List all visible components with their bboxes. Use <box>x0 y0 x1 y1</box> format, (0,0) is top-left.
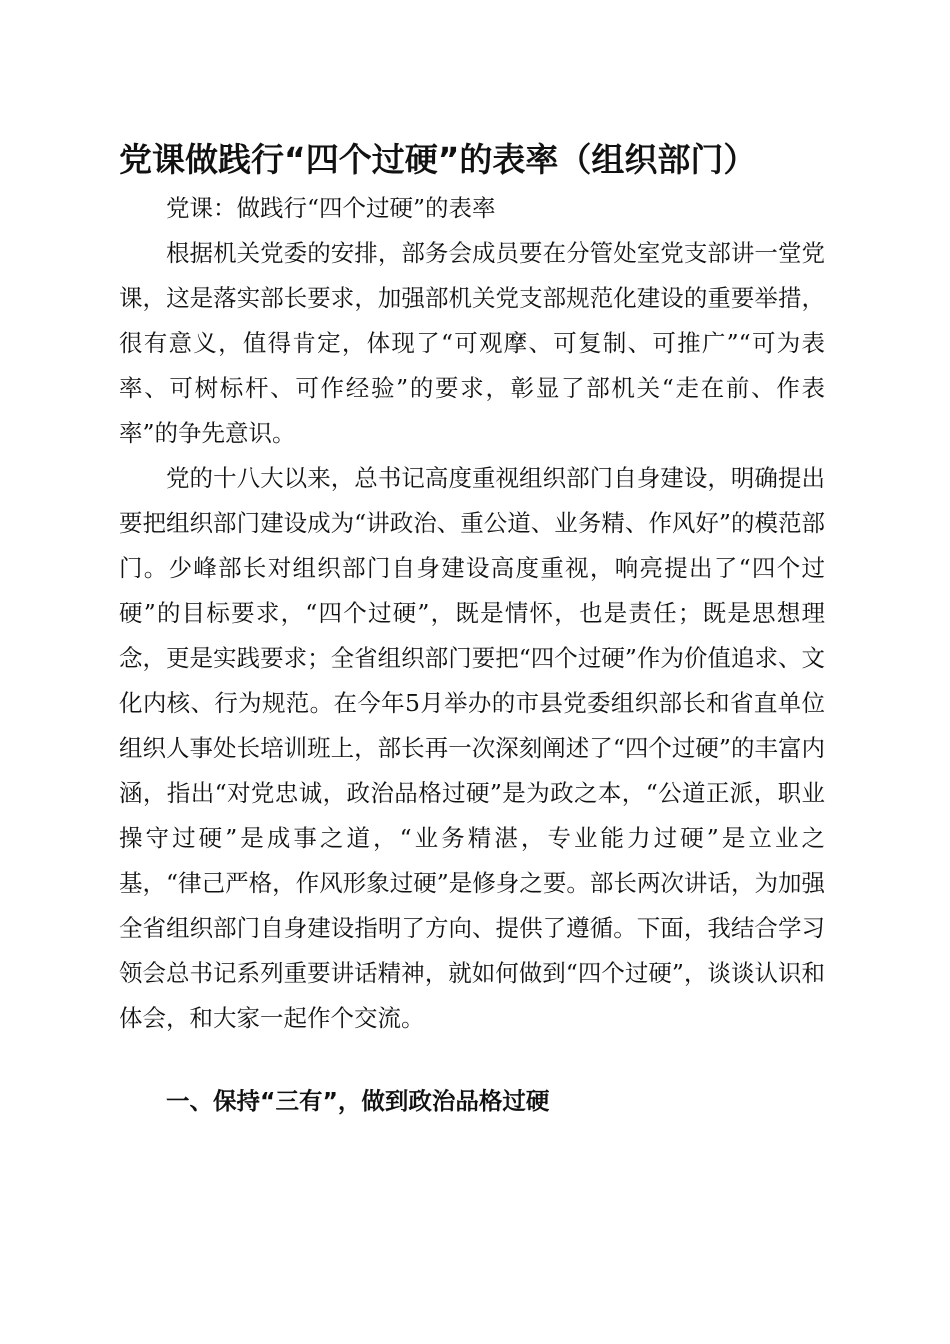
paragraph-intro: 根据机关党委的安排，部务会成员要在分管处室党支部讲一堂党课，这是落实部长要求，加强部机关党支部规范化建设的重要举措，很有意义，值得肯定，体现了“可观摩、可复制、可推广”“可为表率、可树标杆、可作经验”的要求，彰显了部机关“走在前、作表率”的争先意识。 <box>119 239 825 447</box>
section-heading: 一、保持“三有”，做到政治品格过硬 <box>166 1087 550 1115</box>
document-subtitle: 党课：做践行“四个过硬”的表率 <box>166 194 496 222</box>
document-title: 党课做践行“四个过硬”的表率（组织部门） <box>119 140 757 179</box>
paragraph-background: 党的十八大以来，总书记高度重视组织部门自身建设，明确提出要把组织部门建设成为“讲政治、重公道、业务精、作风好”的模范部门。少峰部长对组织部门自身建设高度重视，响亮提出了“四个过硬”的目标要求，“四个过硬”，既是情怀，也是责任；既是思想理念，更是实践要求；全省组织部门要把“四个过硬”作为价值追求、文化内核、行为规范。在今年5月举办的市县党委组织部长和省直单位组织人事处长培训班上，部长再一次深刻阐述了“四个过硬”的丰富内涵，指出“对党忠诚，政治品格过硬”是为政之本，“公道正派，职业操守过硬”是成事之道，“业务精湛，专业能力过硬”是立业之基，“律己严格，作风形象过硬”是修身之要。部长两次讲话，为加强全省组织部门自身建设指明了方向、提供了遵循。下面，我结合学习领会总书记系列重要讲话精神，就如何做到“四个过硬”，谈谈认识和体会，和大家一起作个交流。 <box>119 464 825 1032</box>
